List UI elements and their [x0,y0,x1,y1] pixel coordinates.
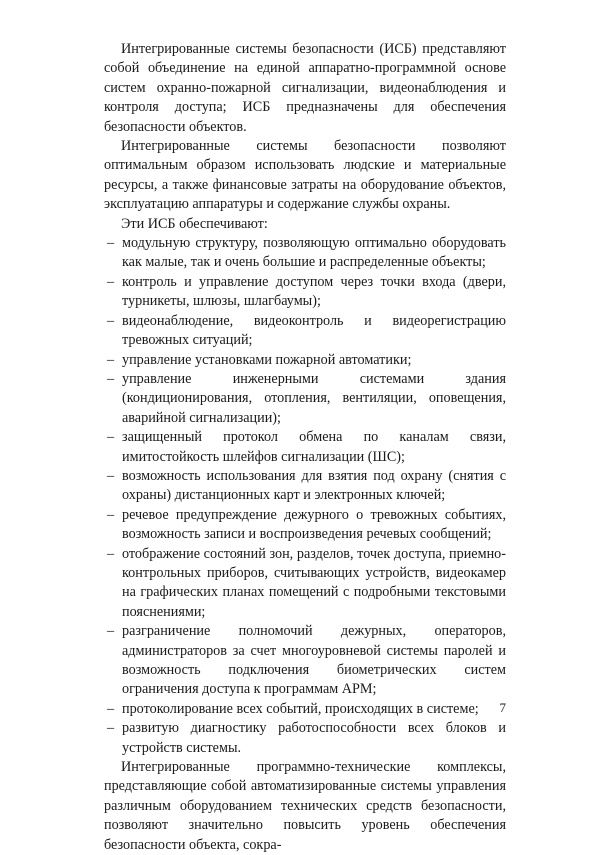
list-item-text: управление инженерными системами здания (кондиционирования, отопления, вентиляции, оповещения, аварийной сигнализации); [122,370,506,426]
list-dash-marker: – [107,273,115,290]
body-text [104,40,506,855]
list-item-text: модульную структуру, позволяющую оптимально оборудовать как малые, так и очень большие и распределенные объекты; [122,235,506,271]
list-item [104,312,506,351]
list-dash-marker: – [107,235,115,252]
list-item-text: отображение состояний зон, разделов, точек доступа, приемно-контрольных приборов, считывающих устройств, видеокамер на графических планах помещений с подробными текстовыми пояснениями; [122,545,506,620]
paragraph-isb-benefits: Интегрированные системы безопасности позволяют оптимальным образом использовать людские и материальные ресурсы, а также финансовые затраты на оборудование объектов, эксплуатацию аппаратуры и содержание службы охраны. [104,138,506,213]
list-dash-marker: – [107,429,115,446]
feature-list [104,234,506,758]
paragraph-list-intro: Эти ИСБ обеспечивают: [121,215,268,232]
list-dash-marker: – [107,545,115,562]
list-dash-marker: – [107,700,115,717]
list-item [104,273,506,312]
list-item [104,234,506,273]
list-item [104,622,506,700]
list-item [104,545,506,623]
list-item [104,700,506,719]
list-dash-marker: – [107,720,115,737]
list-dash-marker: – [107,312,115,329]
list-dash-marker: – [107,467,115,484]
page-number: 7 [499,700,506,715]
paragraph-isb-definition: Интегрированные системы безопасности (ИСБ) представляют собой объединение на единой аппаратно-программной основе систем охранно-пожарной сигнализации, видеонаблюдения и контроля доступа; ИСБ предназначены для обеспечения безопасности объектов. [104,41,506,135]
list-item [104,351,506,370]
list-item [104,428,506,467]
list-item-text: разграничение полномочий дежурных, операторов, администраторов за счет многоуровневой системы паролей и возможность подключения биометрических систем ограничения доступа к программам АРМ; [122,623,506,698]
list-item-text: речевое предупреждение дежурного о тревожных событиях, возможность записи и воспроизведения речевых сообщений; [122,506,506,543]
list-dash-marker: – [107,506,115,523]
list-item-text: контроль и управление доступом через точки входа (двери, турникеты, шлюзы, шлагбаумы); [122,273,506,310]
list-item-text: протоколирование всех событий, происходящих в системе; [122,700,479,717]
list-item [104,719,506,758]
list-item [104,370,506,428]
list-item [104,506,506,545]
list-item-text: возможность использования для взятия под охрану (снятия с охраны) дистанционных карт и электронных ключей; [122,467,506,504]
paragraph-closing: Интегрированные программно-технические комплексы, представляющие собой автоматизированные системы управления различным оборудованием технических средств безопасности, позволяют значительно повысить уровень обеспечения безопасности объекта, сокра- [104,759,506,853]
list-dash-marker: – [107,351,115,368]
list-item-text: управление установками пожарной автоматики; [122,351,412,368]
list-dash-marker: – [107,370,115,387]
list-item-text: защищенный протокол обмена по каналам связи, имитостойкость шлейфов сигнализации (ШС); [122,429,506,465]
list-dash-marker: – [107,623,115,640]
list-item [104,467,506,506]
list-item-text: видеонаблюдение, видеоконтроль и видеорегистрацию тревожных ситуаций; [122,312,506,349]
list-item-text: развитую диагностику работоспособности всех блоков и устройств системы. [122,720,506,756]
